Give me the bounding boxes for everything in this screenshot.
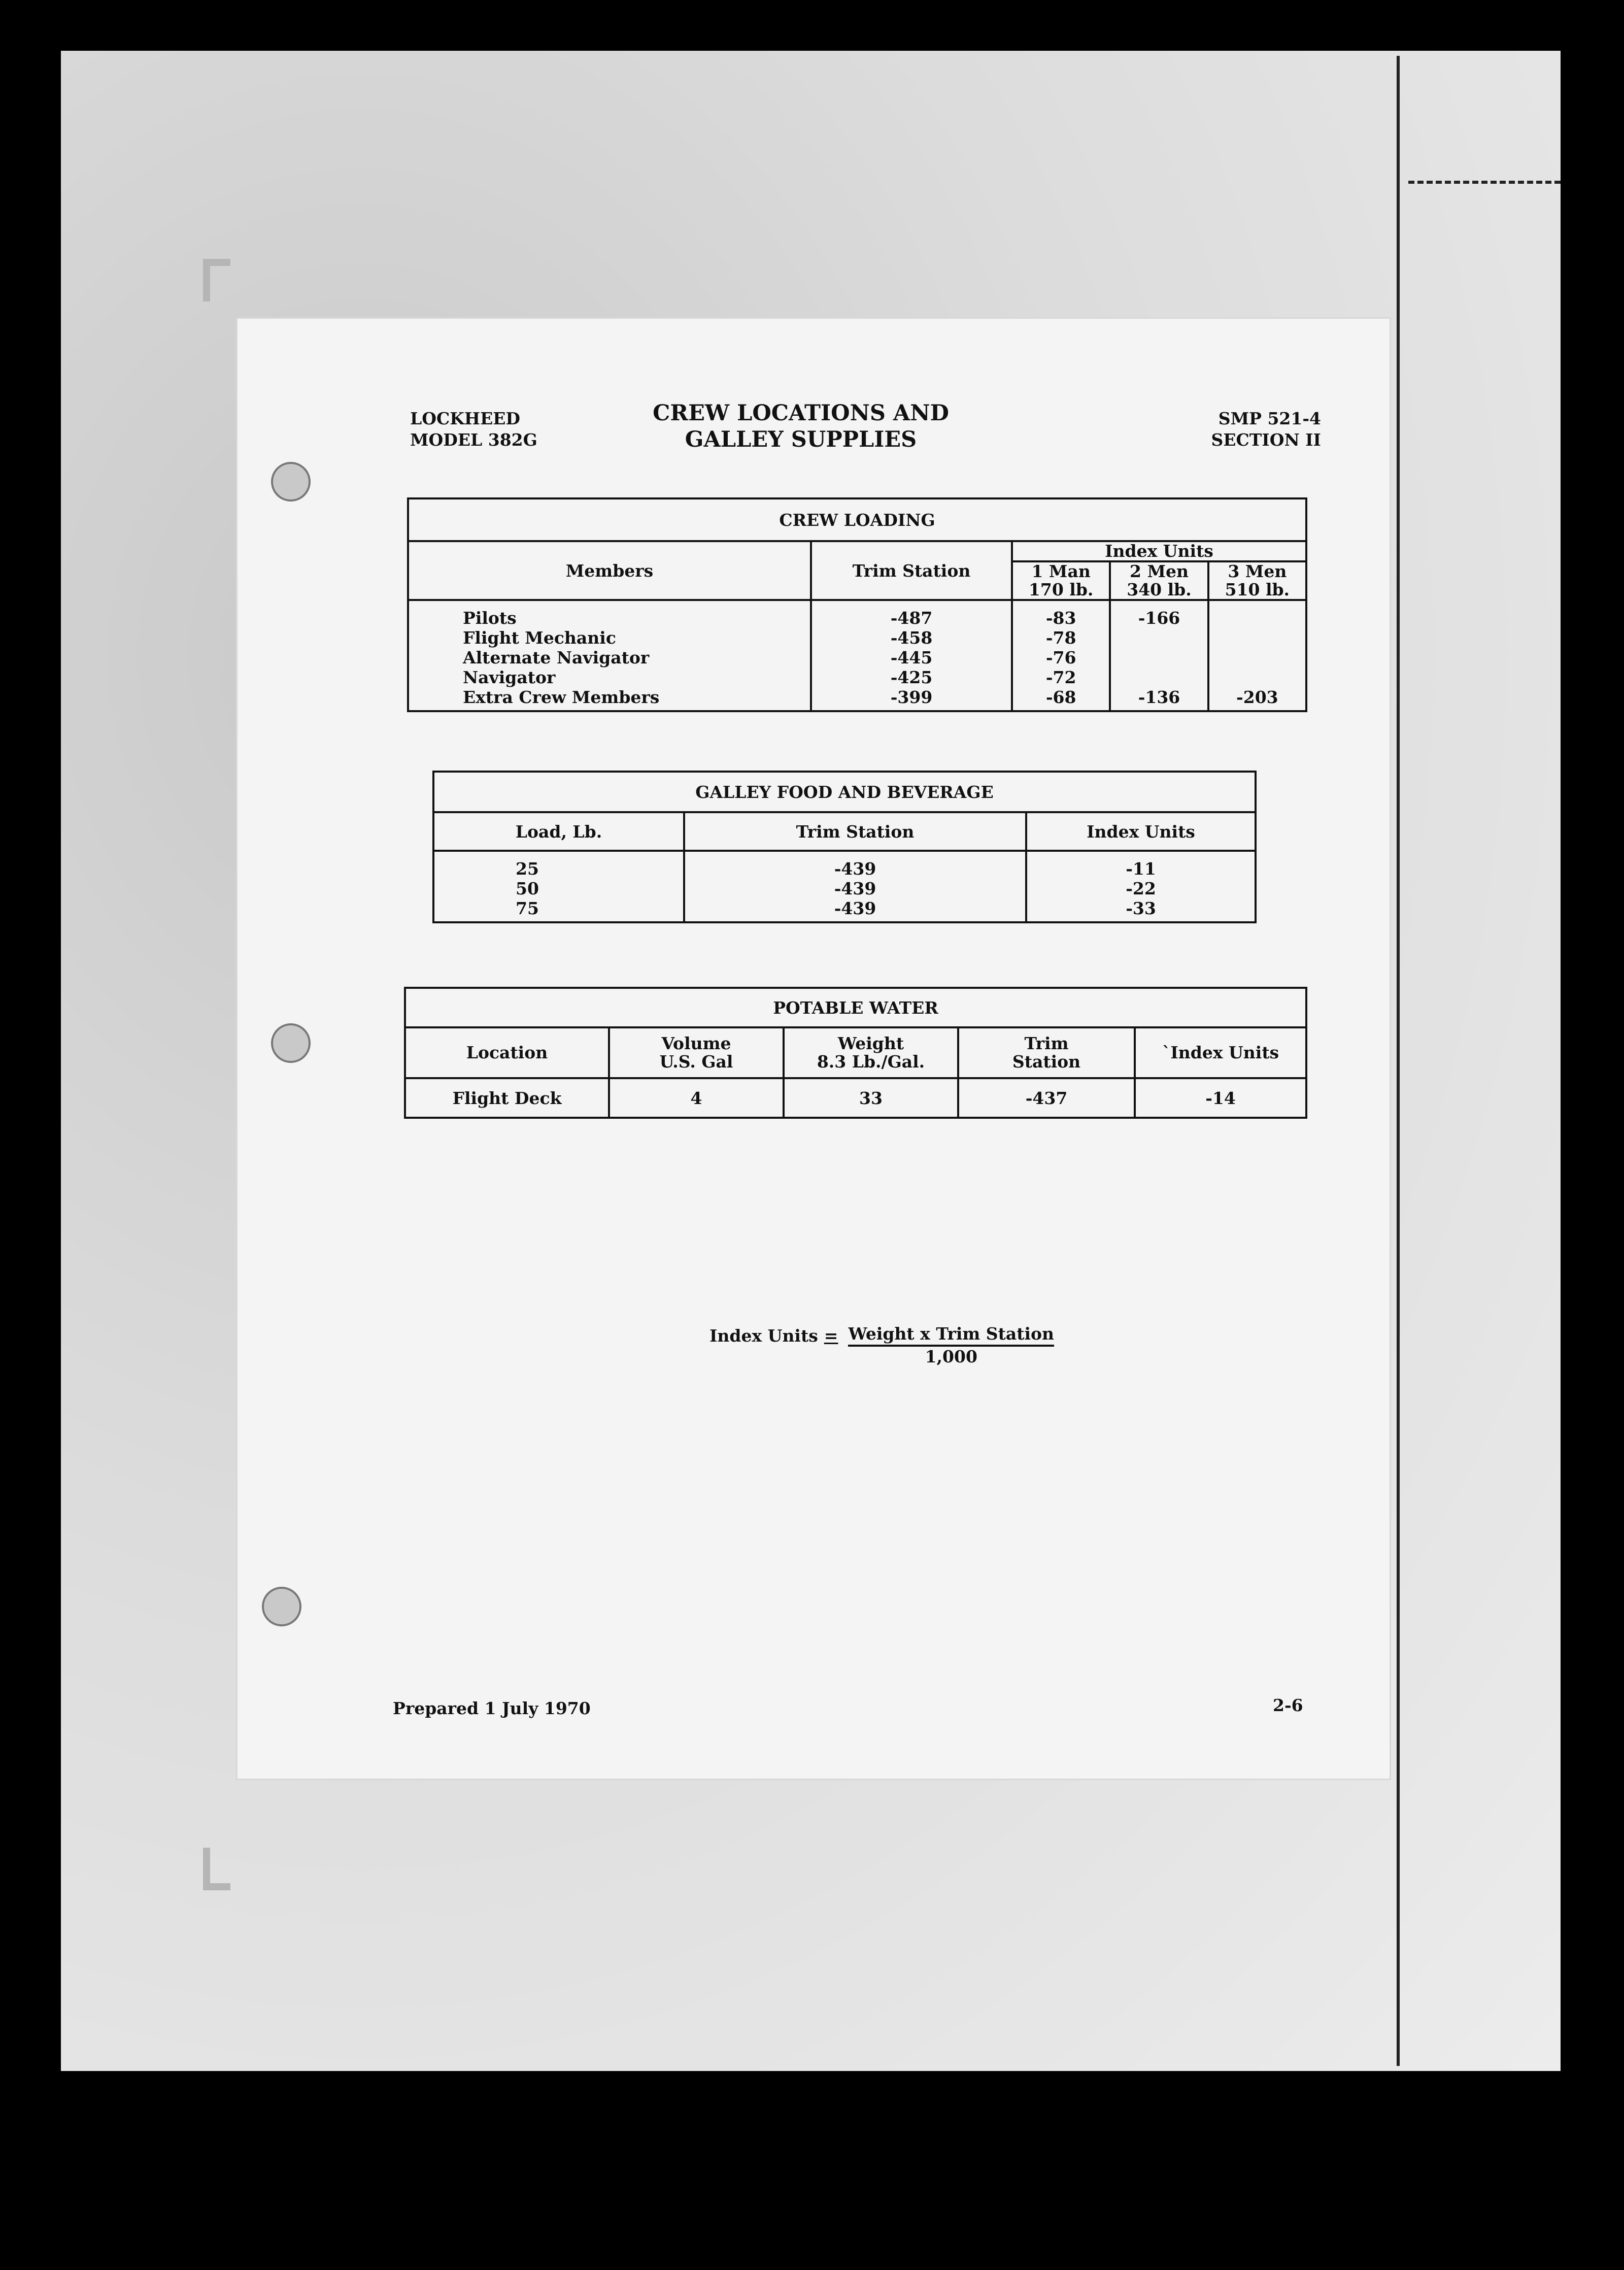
col-header-trim-line2: Station [1012, 1052, 1081, 1072]
col-header-2-men-weight: 340 lb. [1127, 580, 1192, 599]
crew-members-column [408, 600, 811, 711]
binder-hole-icon [271, 462, 311, 502]
col-header-index-units: Index Units [1012, 541, 1306, 561]
table-cell: -14 [1135, 1078, 1306, 1118]
page-title-line2: GALLEY SUPPLIES [685, 427, 917, 452]
col-header-2-men-label: 2 Men [1130, 561, 1189, 581]
table-cell [1209, 667, 1305, 687]
crew-loading-body [408, 600, 1306, 711]
header-company: LOCKHEED [410, 409, 520, 428]
table-cell: -78 [1045, 628, 1076, 648]
col-header-1-man [1012, 561, 1110, 600]
col-header-trim-line1: Trim [1024, 1033, 1069, 1053]
crew-1-man-column [1012, 600, 1110, 711]
header-right [1204, 408, 1321, 451]
page-title [633, 400, 968, 453]
crew-2-men-column [1110, 600, 1208, 711]
col-header-volume [609, 1027, 784, 1078]
page-title-line1: CREW LOCATIONS AND [653, 400, 949, 426]
table-cell: -11 [1126, 859, 1156, 879]
galley-load-column [433, 851, 684, 922]
col-header-trim-station: Trim Station [684, 812, 1026, 851]
table-cell [1209, 628, 1305, 648]
crop-mark-top [203, 259, 230, 302]
binder-hole-icon [262, 1587, 301, 1626]
galley-trim-column [684, 851, 1026, 922]
table-cell: -136 [1138, 687, 1180, 707]
table-cell: -203 [1236, 687, 1278, 707]
document-page [238, 319, 1390, 1779]
potable-water-title: POTABLE WATER [405, 988, 1306, 1027]
crew-loading-table [407, 497, 1307, 712]
col-header-1-man-weight: 170 lb. [1028, 580, 1094, 599]
table-cell: -458 [890, 628, 933, 648]
formula-numerator: Weight x Trim Station [848, 1324, 1054, 1347]
col-header-weight [784, 1027, 958, 1078]
table-cell: Flight Mechanic [463, 628, 616, 648]
table-cell: -425 [890, 667, 933, 687]
page-number: 2-6 [1273, 1695, 1303, 1715]
galley-title: GALLEY FOOD AND BEVERAGE [433, 772, 1256, 812]
crew-trim-column [811, 600, 1012, 711]
col-header-3-men [1208, 561, 1306, 600]
col-header-trim-station [958, 1027, 1135, 1078]
table-cell: 33 [784, 1078, 958, 1118]
binder-hole-icon [271, 1023, 311, 1063]
table-cell: Pilots [463, 608, 517, 628]
formula-fraction [848, 1324, 1054, 1366]
col-header-weight-line2: 8.3 Lb./Gal. [817, 1052, 925, 1072]
table-cell: -76 [1045, 648, 1076, 667]
col-header-index-units: `Index Units [1135, 1027, 1306, 1078]
table-cell: -166 [1138, 608, 1180, 628]
header-model: MODEL 382G [410, 430, 537, 450]
table-cell: -439 [834, 859, 876, 879]
table-cell: -445 [890, 648, 933, 667]
col-header-index-units: Index Units [1026, 812, 1256, 851]
col-header-3-men-weight: 510 lb. [1225, 580, 1290, 599]
table-cell: -437 [958, 1078, 1135, 1118]
table-cell: Alternate Navigator [463, 648, 650, 667]
table-cell: 4 [609, 1078, 784, 1118]
footer-prepared-date: Prepared 1 July 1970 [393, 1698, 591, 1718]
potable-water-table [404, 987, 1307, 1119]
table-cell: -22 [1126, 879, 1156, 898]
table-cell: -487 [890, 608, 933, 628]
col-header-volume-line1: Volume [661, 1033, 731, 1053]
galley-index-column [1026, 851, 1256, 922]
table-cell: -68 [1045, 687, 1076, 707]
table-cell [1111, 628, 1207, 648]
col-header-location: Location [405, 1027, 609, 1078]
table-cell: 75 [516, 898, 539, 918]
col-header-2-men [1110, 561, 1208, 600]
header-section: SECTION II [1211, 430, 1321, 450]
table-cell: 25 [516, 859, 539, 879]
table-cell: Extra Crew Members [463, 687, 660, 707]
table-row [405, 1078, 1306, 1118]
formula-lhs: Index Units [709, 1326, 818, 1346]
formula-equals: = [824, 1326, 838, 1346]
col-header-volume-line2: U.S. Gal [659, 1052, 733, 1072]
index-units-formula [709, 1324, 1054, 1366]
table-cell: -83 [1045, 608, 1076, 628]
table-cell: Flight Deck [405, 1078, 609, 1118]
table-cell: -72 [1045, 667, 1076, 687]
table-cell [1209, 608, 1305, 628]
dashed-edge-line [1408, 181, 1561, 184]
col-header-trim-station: Trim Station [811, 541, 1012, 600]
crop-mark-bottom [203, 1848, 230, 1890]
galley-body [433, 851, 1256, 922]
table-cell [1209, 648, 1305, 667]
header-left [410, 408, 537, 451]
fold-line [1397, 56, 1400, 2066]
table-cell [1111, 648, 1207, 667]
table-cell [1111, 667, 1207, 687]
col-header-1-man-label: 1 Man [1031, 561, 1091, 581]
col-header-3-men-label: 3 Men [1228, 561, 1287, 581]
col-header-load: Load, Lb. [433, 812, 684, 851]
header-doc-number: SMP 521-4 [1218, 409, 1321, 428]
table-cell: -399 [890, 687, 933, 707]
table-cell: Navigator [463, 667, 556, 687]
table-cell: 50 [516, 879, 539, 898]
crew-3-men-column [1208, 600, 1306, 711]
table-cell: -439 [834, 898, 876, 918]
galley-table [432, 771, 1257, 923]
col-header-members: Members [408, 541, 811, 600]
formula-denominator: 1,000 [925, 1347, 977, 1366]
table-cell: -439 [834, 879, 876, 898]
table-cell: -33 [1126, 898, 1156, 918]
col-header-weight-line1: Weight [837, 1033, 904, 1053]
crew-loading-title: CREW LOADING [408, 498, 1306, 541]
